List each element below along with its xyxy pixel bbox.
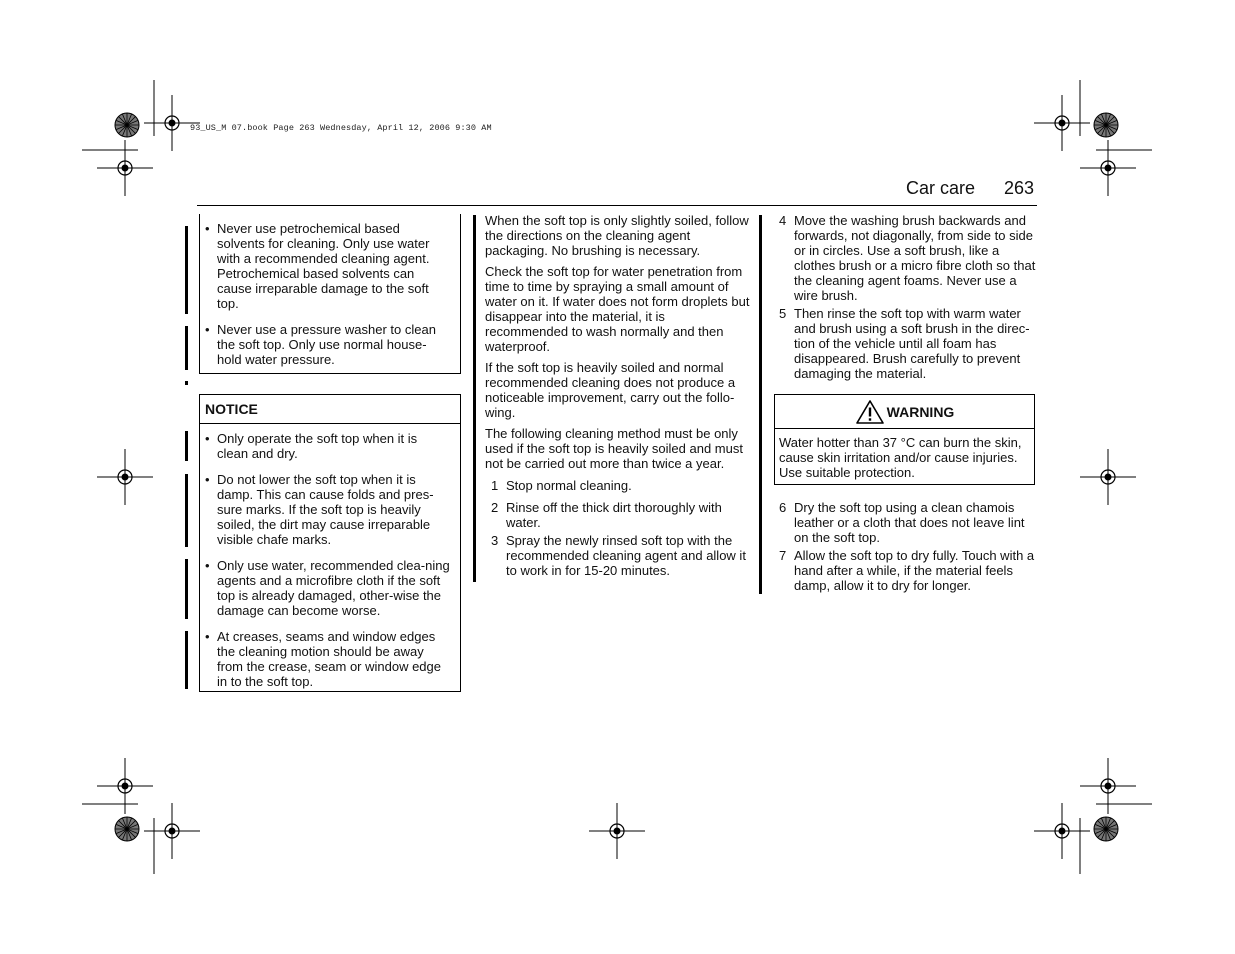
change-bar: [185, 326, 188, 370]
middle-column: [485, 213, 750, 581]
step-item: [773, 213, 1039, 303]
right-column-lower: [773, 500, 1039, 596]
slug-line: 93_US_M 07.book Page 263 Wednesday, April 12, 2006 9:30 AM: [190, 123, 492, 133]
notice-continued-box: [199, 214, 461, 374]
warning-header: [775, 395, 1034, 429]
step-item: [485, 533, 750, 578]
column-change-bar: [473, 215, 476, 582]
change-bar: [185, 559, 188, 619]
column-change-bar: [759, 215, 762, 594]
warning-triangle-icon: [855, 399, 885, 425]
step-item: [773, 306, 1039, 381]
step-text: Spray the newly rinsed soft top with the recommended cleaning agent and allow it to work in for 15-20 minutes.: [506, 533, 746, 578]
step-number: 1: [491, 478, 499, 493]
list-item: • Only operate the soft top when it is clean and dry.: [202, 431, 450, 461]
warning-box: [774, 394, 1035, 485]
notice-list: [200, 424, 460, 689]
step-text: Stop normal cleaning.: [506, 478, 632, 493]
step-number: 6: [779, 500, 787, 515]
step-text: Then rinse the soft top with warm water and brush using a soft brush in the direc-tion of the vehicle until all foam has disappeared. Brush carefully to prevent damaging the material.: [794, 306, 1030, 381]
step-text: Dry the soft top using a clean chamois leather or a cloth that does not leave lint on the soft top.: [794, 500, 1025, 545]
step-text: Allow the soft top to dry fully. Touch with a hand after a while, if the material feels damp, allow it to dry for longer.: [794, 548, 1035, 593]
step-item: [773, 548, 1039, 593]
notice-title: NOTICE: [200, 395, 460, 424]
list-item: • Do not lower the soft top when it is damp. This can cause folds and pres-sure marks. If the soft top is heavily soiled, the dirt may cause irreparable visible chafe marks.: [202, 472, 450, 547]
step-item: [485, 478, 750, 493]
change-bar: [185, 474, 188, 547]
step-number: 5: [779, 306, 787, 321]
change-bar: [185, 226, 188, 314]
header-rule: [197, 205, 1037, 206]
paragraph: If the soft top is heavily soiled and normal recommended cleaning does not produce a noticeable improvement, carry out the follo-wing.: [485, 360, 736, 420]
step-text: Rinse off the thick dirt thoroughly with water.: [506, 500, 722, 530]
page-number: 263: [1004, 178, 1035, 198]
notice-box: [199, 394, 461, 692]
step-item: [773, 500, 1039, 545]
notice-continued-list: [200, 214, 460, 367]
warning-text: Water hotter than 37 °C can burn the skin, cause skin irritation and/or cause injuries. Use suitable protection.: [779, 435, 1022, 480]
list-item: • Only use water, recommended clea-ning agents and a microfibre cloth if the soft top is already damaged, other-wise the damage can become worse.: [202, 558, 450, 618]
step-number: 7: [779, 548, 787, 563]
list-item: • Never use a pressure washer to clean the soft top. Only use normal house-hold water pressure.: [202, 322, 450, 367]
step-list: [485, 478, 750, 578]
change-bar: [185, 381, 188, 385]
step-item: [485, 500, 750, 530]
right-column-upper: [773, 213, 1039, 384]
list-item: • At creases, seams and window edges the cleaning motion should be away from the crease, seam or window edge in to the soft top.: [202, 629, 450, 689]
step-list: [773, 213, 1039, 381]
step-number: 3: [491, 533, 499, 548]
warning-title: WARNING: [886, 403, 955, 420]
step-text: Move the washing brush backwards and forwards, not diagonally, from side to side or in circles. Use a soft brush, like a clothes brush or a micro fibre cloth so that the cleaning agent foams. Never use a wire brush.: [794, 213, 1036, 303]
section-title: Car care: [906, 178, 976, 198]
step-number: 2: [491, 500, 499, 515]
change-bar: [185, 431, 188, 461]
step-number: 4: [779, 213, 787, 228]
step-list: [773, 500, 1039, 593]
list-item: • Never use petrochemical based solvents for cleaning. Only use water with a recommended cleaning agent. Petrochemical based solvents can cause irreparable damage to the soft top.: [202, 221, 450, 311]
paragraph: When the soft top is only slightly soiled, follow the directions on the cleaning agent packaging. No brushing is necessary.: [485, 213, 749, 258]
paragraph: The following cleaning method must be only used if the soft top is heavily soiled and must not be carried out more than twice a year.: [485, 426, 743, 471]
paragraph: Check the soft top for water penetration from time to time by spraying a small amount of water on it. If water does not form droplets but disappear into the material, it is recommended to wash normally and then waterproof.: [485, 264, 750, 354]
change-bar: [185, 631, 188, 689]
